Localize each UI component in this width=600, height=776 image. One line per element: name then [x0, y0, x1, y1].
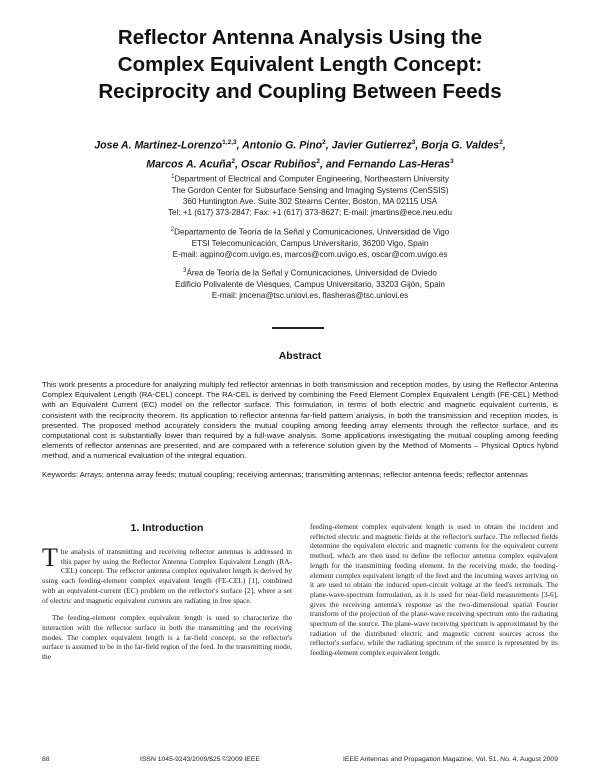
author-name: Borja G. Valdes [421, 139, 500, 152]
author-sep: , [502, 139, 506, 152]
affiliation-3 [140, 266, 480, 301]
author-sep: , [236, 139, 243, 152]
author-name: and Fernando Las-Heras [325, 158, 451, 171]
paper-title [30, 24, 570, 105]
author-name: Oscar Rubiños [240, 158, 317, 171]
left-column [42, 543, 292, 662]
intro-paragraph-1 [42, 543, 292, 605]
footer-journal: IEEE Antennas and Propagation Magazine, Vol. 51, No. 4, August 2009 [342, 756, 558, 763]
abstract-text: This work presents a procedure for analyzing multiply fed reflector antennas in both transmission and reception modes, by using the Reflector Antenna Complex Equivalent Length (RA-CEL) concept. The RA-CEL is derived by combining the Feed Element Complex Equivalent Length (FE-CEL) Method with an Equivalent Current (EC) model on the reflector surface. This formulation, in terms of both electric and magnetic equivalent currents, is consistent with the reciprocity theorem. Its application to reflector antenna far-field pattern analysis, in both the transmission and reception modes, is presented. The proposed method accurately considers the mutual coupling among feeding array elements through the reflector surface, and its computational cost is substantially lower than required by a full-wave analysis. Some applications investigating the mutual coupling among feeding elements of reflector antennas are presented, and are compared with a reference solution given by the Method of Moments – Physical Optics hybrid method, and a numerical evaluation of the integral equation. [42, 380, 558, 461]
affiliation-line: Tel: +1 (617) 373-2847; Fax: +1 (617) 373-8627; E-mail: jmartins@ece.neu.edu [167, 208, 452, 218]
section-heading: 1. Introduction [130, 522, 204, 534]
affiliation-line [140, 225, 480, 238]
separator-rule [272, 327, 324, 329]
author-sep: , [235, 158, 241, 171]
keywords: Keywords: Arrays; antenna array feeds; mutual coupling; receiving antennas; transmitting antennas; reflector antenna feeds; reflector antennas [42, 470, 528, 479]
author-affil-mark: 2 [231, 157, 236, 165]
affiliation-line: The Gordon Center for Subsurface Sensing and Imaging Systems (CenSSIS) [171, 185, 449, 195]
author-name: Javier Gutierrez [331, 139, 412, 152]
intro-paragraph-2: The feeding-element complex equivalent length is used to characterize the interaction with the reflector surface in both the transmitting and the receiving modes. The complex equivalent length is a far-field concept, so the reflector's surface is assumed to be in the far-field region of the feed. In the transmitting mode, the [42, 613, 292, 662]
affiliation-line: E-mail: jmcena@tsc.uniovi.es, flasheras@tsc.uniovi.es [211, 291, 409, 301]
author-sep: , [319, 158, 326, 171]
abstract-heading: Abstract [278, 350, 322, 362]
affil-mark: 3 [183, 268, 187, 274]
page-number: 88 [42, 756, 50, 763]
author-line-2 [30, 154, 570, 173]
author-affil-mark: 3 [411, 139, 416, 146]
paragraph-text: he analysis of transmitting and receiving reflector antennas is addressed in this paper by using the Reflector Antenna Complex Equivalent Length (RA-CEL) concept. The reflector antenna complex equivalent length is derived by using each feeding-element complex equivalent length (FE-CEL) [1], combined with an equivalent-current (EC) problem on the reflector's surface [2], where a set of electric and magnetic equivalent currents are radiating in free space. [42, 547, 292, 605]
affiliation-line [140, 172, 480, 185]
affiliation-line [140, 266, 480, 279]
author-sep: , [415, 139, 422, 152]
author-name: Antonio G. Pino [242, 139, 323, 152]
affil-mark: 2 [170, 227, 175, 233]
title-line-1: Reflector Antenna Analysis Using the [117, 26, 483, 49]
author-affil-mark: 1,2,3 [222, 139, 237, 146]
right-column [310, 522, 558, 658]
affil-mark: 1 [171, 174, 175, 180]
drop-cap: T [42, 543, 58, 572]
footer-issn: ISSN 1045-9243/2009/$25 ©2009 IEEE [140, 756, 260, 763]
affil-text: Departamento de Teoría de la Señal y Comunicaciones, Universidad de Vigo [174, 227, 450, 237]
intro-paragraph-3: feeding-element complex equivalent length is used to obtain the incident and reflected electric and magnetic fields at the reflector's surface. The reflected fields determine the equivalent electric and magnetic currents for the equivalent current method, which are then used to define the reflector antenna complex equivalent length for the transmitting feeding element. In the receiving mode, the feeding-element complex equivalent length of the feed and the incoming waves arriving on it are used to obtain the induced open-circuit voltage at the feed's terminals. The plane-wave-spectrum formulation, as it is used for near-field measurements [3-6], gives the receiving antenna's response as the two-dimensional spatial Fourier transform of the projection of the plane-wave receiving spectrum onto the radiating spectrum of the source. The plane-wave receiving spectrum is approximated by the radiation of the distributed electric and magnetic current sources across the reflector's surface, while the radiating spectrum of the source is represented by its feeding-element complex equivalent length. [310, 522, 558, 658]
affiliation-line: E-mail: agpino@com.uvigo.es, marcos@com.uvigo.es, oscar@com.uvigo.es [172, 250, 448, 260]
title-line-2: Complex Equivalent Length Concept: [117, 53, 483, 76]
author-list [30, 135, 570, 172]
author-affil-mark: 2 [316, 157, 320, 165]
author-affil-mark: 3 [450, 157, 454, 165]
affiliation-2 [140, 225, 480, 260]
author-affil-mark: 2 [322, 139, 326, 146]
affil-text: Department of Electrical and Computer Engineering, Northeastern University [174, 174, 449, 184]
affiliation-line: 360 Huntington Ave. Suite 302 Stearns Center, Boston, MA 02115 USA [182, 197, 438, 207]
author-sep: , [325, 139, 332, 152]
author-name: Jose A. Martinez-Lorenzo [94, 139, 223, 152]
affiliation-1 [140, 172, 480, 219]
author-line-1 [30, 135, 570, 154]
author-affil-mark: 2 [499, 139, 503, 146]
affiliation-line: ETSI Telecomunicación, Campus Universitario, 36200 Vigo, Spain [191, 238, 429, 248]
affiliation-line: Edificio Polivalente de Viesques, Campus Universitario, 33203 Gijón, Spain [175, 279, 445, 289]
title-line-3: Reciprocity and Coupling Between Feeds [98, 80, 502, 103]
author-name: Marcos A. Acuña [146, 158, 232, 171]
affil-text: Área de Teoría de la Señal y Comunicaciones, Universidad de Oviedo [186, 268, 437, 278]
